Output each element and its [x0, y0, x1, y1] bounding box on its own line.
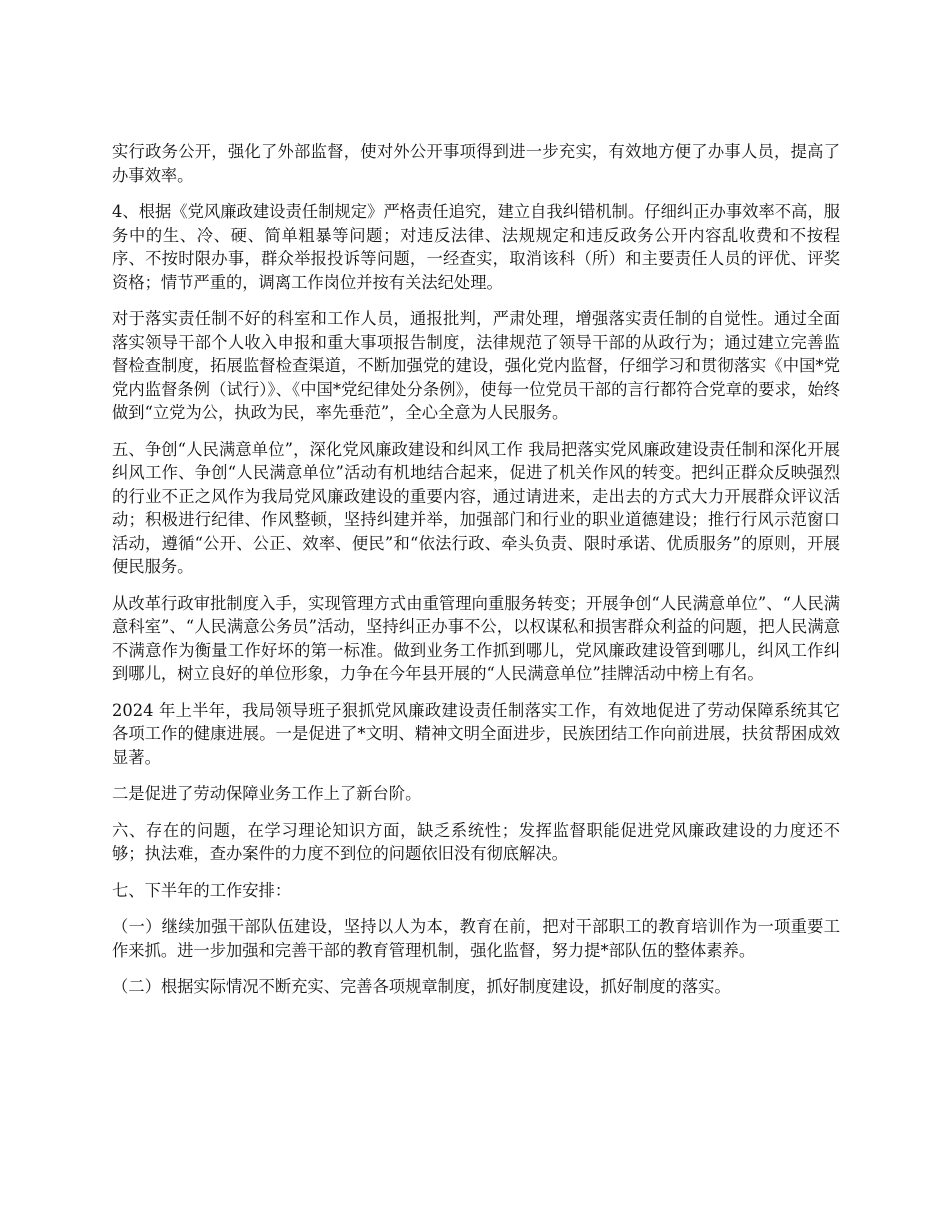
paragraph-open-government: 实行政务公开，强化了外部监督，使对外公开事项得到进一步充实，有效地方便了办事人员，提高了办事效率。	[112, 142, 840, 185]
paragraph-section-six-problems: 六、存在的问题，在学习理论知识方面，缺乏系统性；发挥监督职能促进党风廉政建设的力度还不够；执法难，查办案件的力度不到位的问题依旧没有彻底解决。	[112, 820, 840, 863]
paragraph-business-progress: 二是促进了劳动保障业务工作上了新台阶。	[112, 784, 422, 803]
paragraph-section-five: 五、争创“人民满意单位”，深化党风廉政建设和纠风工作 我局把落实党风廉政建设责任制和深化开展纠风工作、争创“人民满意单位”活动有机地结合起来，促进了机关作风的转变。把纠正群众反映强烈的行业不正之风作为我局党风廉政建设的重要内容，通过请进来，走出去的方式大力开展群众评议活动；积极进行纪律、作风整顿，坚持纠建并举，加强部门和行业的职业道德建设；推行行风示范窗口活动，遵循“公开、公正、效率、便民”和“依法行政、牵头负责、限时承诺、优质服务”的原则，开展便民服务。	[112, 439, 840, 576]
paragraph-accountability: 4、根据《党风廉政建设责任制规定》严格责任追究，建立自我纠错机制。仔细纠正办事效率不高，服务中的生、冷、硬、简单粗暴等问题；对违反法律、法规规定和违反政务公开内容乱收费和不按程序、不按时限办事，群众举报投诉等问题，一经查实，取消该科（所）和主要责任人员的评优、评奖资格；情节严重的，调离工作岗位并按有关法纪处理。	[112, 202, 840, 292]
paragraph-service-reform: 从改革行政审批制度入手，实现管理方式由重管理向重服务转变；开展争创“人民满意单位”、“人民满意科室”、“人民满意公务员”活动，坚持纠正办事不公，以权谋私和损害群众利益的问题，把人民满意不满意作为衡量工作好坏的第一标准。做到业务工作抓到哪儿，党风廉政建设管到哪儿，纠风工作纠到哪儿，树立良好的单位形象，力争在今年县开展的“人民满意单位”挂牌活动中榜上有名。	[112, 593, 840, 683]
paragraph-section-seven-heading: 七、下半年的工作安排：	[112, 880, 292, 900]
paragraph-first-half-summary: 2024 年上半年，我局领导班子狠抓党风廉政建设责任制落实工作，有效地促进了劳动保障系统其它各项工作的健康进展。一是促进了*文明、精神文明全面进步，民族团结工作向前进展，扶贫帮困成效显著。	[112, 700, 840, 767]
paragraph-plan-item-one: （一）继续加强干部队伍建设，坚持以人为本，教育在前，把对干部职工的教育培训作为一项重要工作来抓。进一步加强和完善干部的教育管理机制，强化监督，努力提*部队伍的整体素养。	[112, 917, 840, 960]
paragraph-plan-item-two: （二）根据实际情况不断充实、完善各项规章制度，抓好制度建设，抓好制度的落实。	[112, 977, 731, 996]
paragraph-responsibility-system: 对于落实责任制不好的科室和工作人员，通报批判，严肃处理，增强落实责任制的自觉性。通过全面落实领导干部个人收入申报和重大事项报告制度，法律规范了领导干部的从政行为；通过建立完善监督检查制度，拓展监督检查渠道，不断加强党的建设，强化党内监督，仔细学习和贯彻落实《中国*党党内监督条例（试行）》、《中国*党纪律处分条例》，使每一位党员干部的言行都符合党章的要求，始终做到“立党为公，执政为民，率先垂范”，全心全意为人民服务。	[112, 309, 840, 422]
document-body	[112, 140, 840, 1012]
